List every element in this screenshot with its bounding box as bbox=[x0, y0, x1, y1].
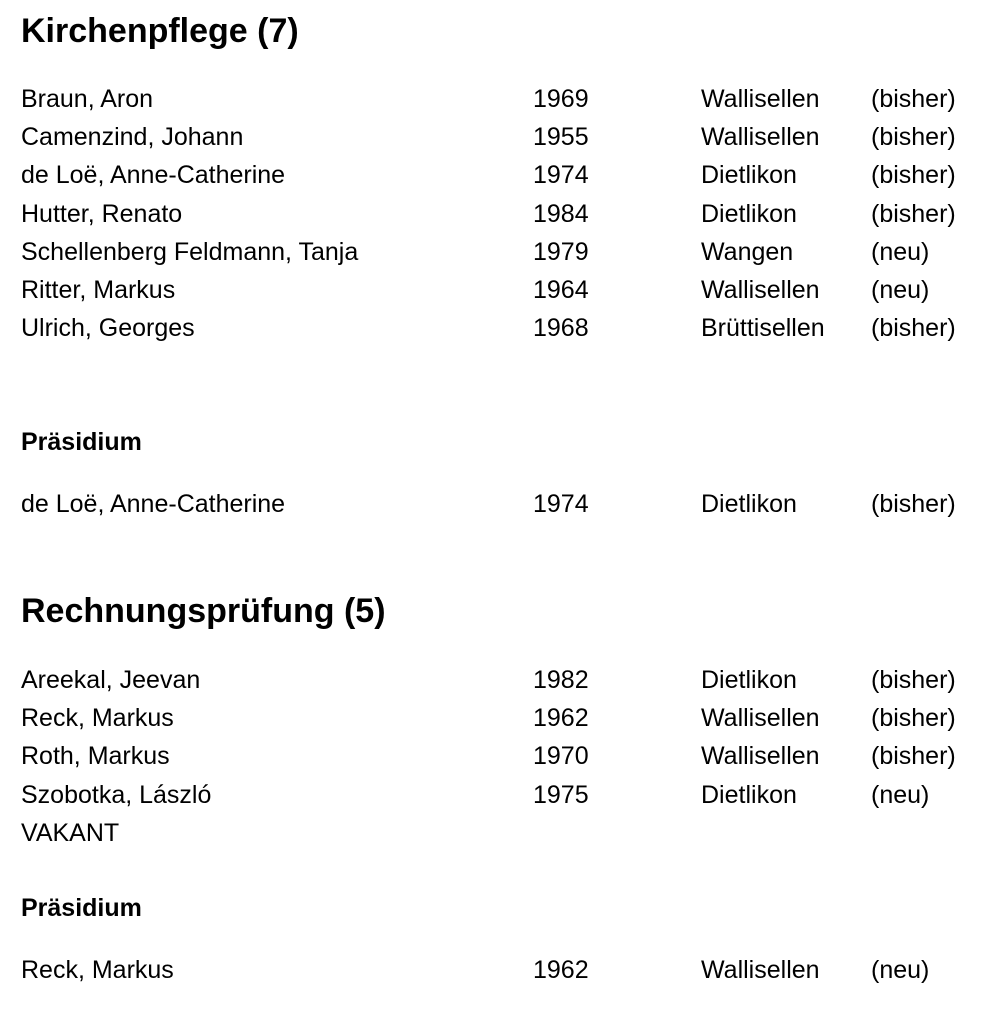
member-name: Hutter, Renato bbox=[21, 199, 183, 228]
member-birth-year: 1969 bbox=[533, 85, 589, 113]
member-place: Wallisellen bbox=[701, 742, 820, 771]
member-birth-year: 1974 bbox=[533, 490, 589, 518]
member-row bbox=[0, 661, 1005, 699]
kirchenpflege-praesidium-title: Präsidium bbox=[21, 428, 142, 456]
member-name: Szobotka, László bbox=[21, 780, 212, 809]
member-place: Brüttisellen bbox=[701, 314, 825, 343]
member-place: Dietlikon bbox=[701, 199, 797, 228]
kirchenpflege-praesidium-list bbox=[0, 485, 1005, 523]
member-birth-year: 1975 bbox=[533, 780, 589, 809]
member-row bbox=[0, 776, 1005, 814]
member-name: de Loë, Anne-Catherine bbox=[21, 490, 286, 518]
member-name: Roth, Markus bbox=[21, 742, 170, 771]
member-birth-year: 1964 bbox=[533, 275, 589, 304]
member-status: (neu) bbox=[871, 780, 930, 809]
member-name: VAKANT bbox=[21, 818, 120, 847]
member-place: Dietlikon bbox=[701, 490, 797, 518]
member-status: (bisher) bbox=[871, 666, 956, 694]
member-row bbox=[0, 156, 1005, 194]
member-birth-year: 1982 bbox=[533, 666, 589, 694]
member-name: Ulrich, Georges bbox=[21, 314, 195, 343]
member-row bbox=[0, 118, 1005, 156]
member-birth-year: 1974 bbox=[533, 161, 589, 190]
rechnungspruefung-praesidium-title: Präsidium bbox=[21, 894, 142, 922]
member-place: Dietlikon bbox=[701, 666, 797, 694]
member-status: (bisher) bbox=[871, 161, 956, 190]
rechnungspruefung-praesidium-list bbox=[0, 951, 1005, 989]
member-place: Wallisellen bbox=[701, 123, 820, 152]
member-status: (bisher) bbox=[871, 314, 956, 343]
member-birth-year: 1970 bbox=[533, 742, 589, 771]
member-status: (neu) bbox=[871, 237, 930, 266]
member-status: (bisher) bbox=[871, 704, 956, 733]
member-birth-year: 1955 bbox=[533, 123, 589, 152]
member-name: Ritter, Markus bbox=[21, 275, 176, 304]
member-row bbox=[0, 233, 1005, 271]
kirchenpflege-member-list bbox=[0, 80, 1005, 347]
member-row bbox=[0, 951, 1005, 989]
member-name: Reck, Markus bbox=[21, 704, 174, 733]
member-place: Wallisellen bbox=[701, 85, 820, 113]
member-name: Schellenberg Feldmann, Tanja bbox=[21, 237, 359, 266]
member-name: Braun, Aron bbox=[21, 85, 154, 113]
member-name: Reck, Markus bbox=[21, 956, 174, 984]
member-row-vacant bbox=[0, 814, 1005, 852]
member-place: Wallisellen bbox=[701, 704, 820, 733]
member-place: Dietlikon bbox=[701, 780, 797, 809]
member-place: Wallisellen bbox=[701, 275, 820, 304]
rechnungspruefung-title: Rechnungsprüfung (5) bbox=[21, 592, 386, 630]
kirchenpflege-title: Kirchenpflege (7) bbox=[21, 12, 299, 50]
member-status: (bisher) bbox=[871, 85, 956, 113]
member-status: (bisher) bbox=[871, 123, 956, 152]
member-status: (bisher) bbox=[871, 199, 956, 228]
member-place: Wallisellen bbox=[701, 956, 820, 984]
member-row bbox=[0, 271, 1005, 309]
member-name: Camenzind, Johann bbox=[21, 123, 244, 152]
member-row bbox=[0, 737, 1005, 775]
member-place: Dietlikon bbox=[701, 161, 797, 190]
rechnungspruefung-member-list bbox=[0, 661, 1005, 852]
member-row bbox=[0, 309, 1005, 347]
member-place: Wangen bbox=[701, 237, 794, 266]
member-row bbox=[0, 699, 1005, 737]
member-birth-year: 1962 bbox=[533, 704, 589, 733]
member-name: de Loë, Anne-Catherine bbox=[21, 161, 286, 190]
member-birth-year: 1968 bbox=[533, 314, 589, 343]
member-row bbox=[0, 195, 1005, 233]
member-status: (neu) bbox=[871, 275, 930, 304]
member-row bbox=[0, 80, 1005, 118]
member-status: (neu) bbox=[871, 956, 930, 984]
member-birth-year: 1984 bbox=[533, 199, 589, 228]
member-row bbox=[0, 485, 1005, 523]
member-name: Areekal, Jeevan bbox=[21, 666, 201, 694]
member-status: (bisher) bbox=[871, 742, 956, 771]
member-status: (bisher) bbox=[871, 490, 956, 518]
member-birth-year: 1962 bbox=[533, 956, 589, 984]
member-birth-year: 1979 bbox=[533, 237, 589, 266]
